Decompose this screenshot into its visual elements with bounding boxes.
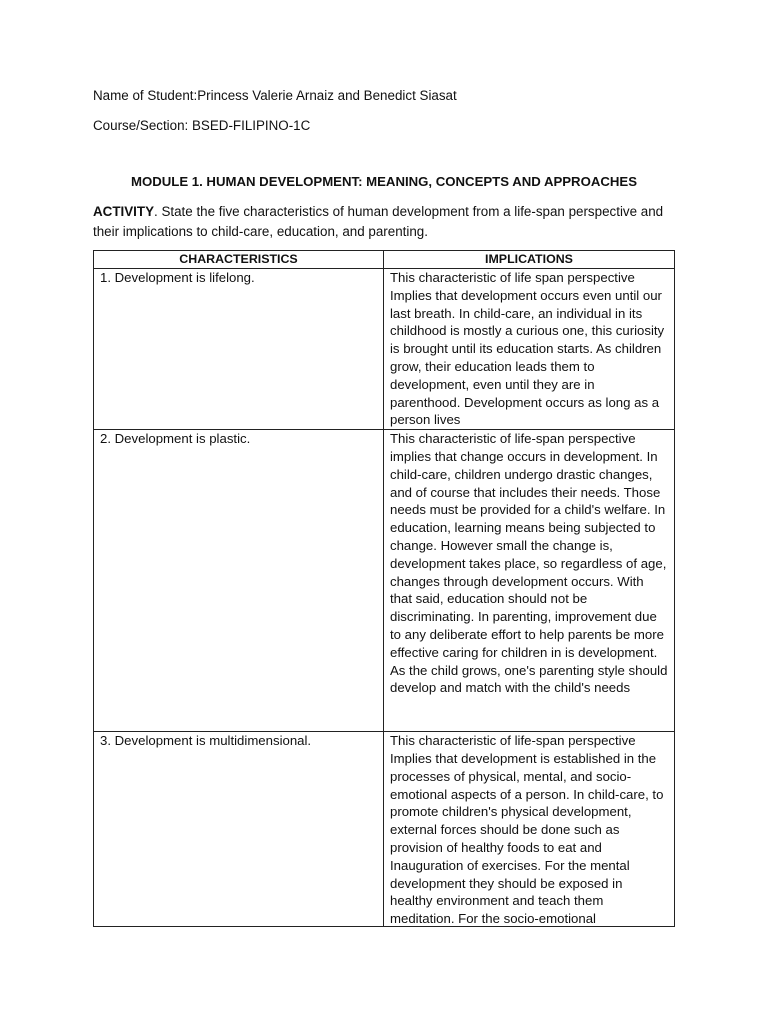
implication-cell-wrapper <box>384 732 675 927</box>
course-section-line: Course/Section: BSED-FILIPINO-1C <box>93 118 311 133</box>
implication-cell: This characteristic of life-span perspective Implies that development is established in the processes of physical, mental, and socio- emotional aspects of a person. In child-care, to promote children's physical development, external forces should be done such as provision of healthy foods to eat and Inauguration of exercises. For the mental development they should be exposed in healthy environment and teach them meditation. For the socio-emotional <box>390 733 664 927</box>
characteristics-table <box>93 250 675 927</box>
table-row <box>94 430 675 732</box>
implication-cell: This characteristic of life span perspective Implies that development occurs even until our last breath. In child-care, an individual in its childhood is mostly a curious one, this curiosity is brought until its education starts. As children grow, their education leads them to development, even until they are in parenthood. Development occurs as long as a person lives <box>384 269 675 430</box>
header-characteristics: CHARACTERISTICS <box>94 251 384 269</box>
table-row <box>94 732 675 927</box>
activity-text: . State the five characteristics of human development from a life-span perspective and their implications to child-care, education, and parenting. <box>93 204 664 239</box>
implication-cell: This characteristic of life-span perspective implies that change occurs in development. In child-care, children undergo drastic changes, and of course that includes their needs. Those needs must be provided for a child's welfare. In education, learning means being subjected to change. However small the change is, development takes place, so regardless of age, changes through development occurs. With that said, education should not be discriminating. In parenting, improvement due to any deliberate effort to help parents be more effective caring for children in is development. As the child grows, one's parenting style should develop and match with the child's needs <box>384 430 675 732</box>
characteristic-cell: 1. Development is lifelong. <box>94 269 384 430</box>
header-implications: IMPLICATIONS <box>384 251 675 269</box>
characteristic-cell: 3. Development is multidimensional. <box>94 732 384 927</box>
table-header-row <box>94 251 675 269</box>
student-name-line: Name of Student:Princess Valerie Arnaiz and Benedict Siasat <box>93 88 457 103</box>
activity-instructions <box>93 202 677 241</box>
table-row <box>94 269 675 430</box>
activity-label: ACTIVITY <box>93 204 155 219</box>
module-title: MODULE 1. HUMAN DEVELOPMENT: MEANING, CONCEPTS AND APPROACHES <box>130 174 638 189</box>
characteristic-cell: 2. Development is plastic. <box>94 430 384 732</box>
